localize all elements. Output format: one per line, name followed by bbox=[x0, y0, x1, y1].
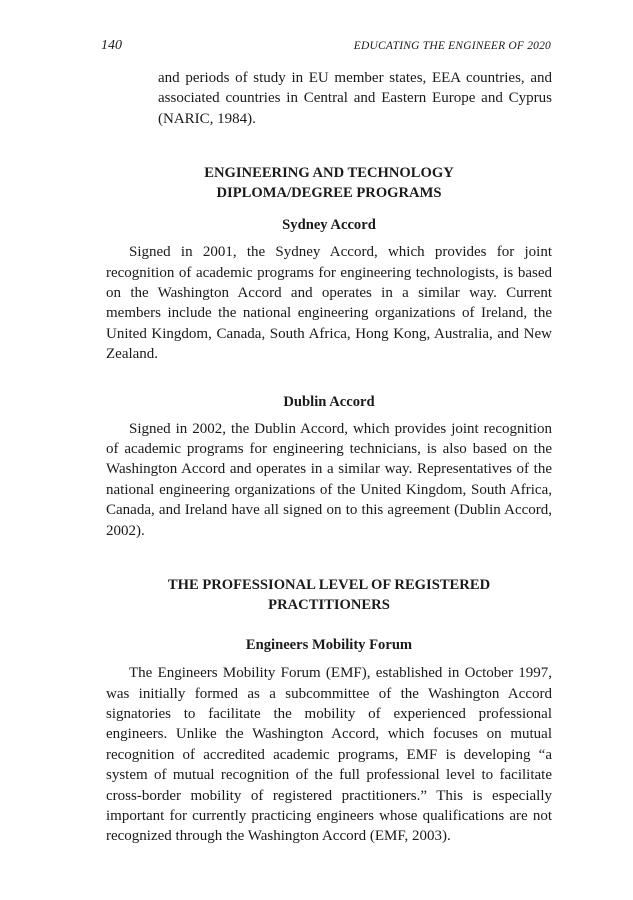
paragraph-engineers-mobility-forum: The Engineers Mobility Forum (EMF), established in October 1997, was initially formed as a subcommittee of the Washington Accord signatories to facilitate the mobility of experienced professional engineers. Unlike the Washington Accord, which focuses on mutual recognition of accredited academic programs, EMF is developing “a system of mutual recognition of the full professional level to facilitate cross-border mobility of registered practitioners.” This is especially important for currently practicing engineers whose qualifications are not recognized through the Washington Accord (EMF, 2003). bbox=[106, 665, 552, 845]
page-body bbox=[106, 68, 552, 847]
section-heading-line: DIPLOMA/DEGREE PROGRAMS bbox=[216, 185, 442, 202]
page-number: 140 bbox=[101, 38, 122, 53]
paragraph-sydney-accord: Signed in 2001, the Sydney Accord, which provides for joint recognition of academic programs for engineering technologists, is based on the Washington Accord and operates in a similar way. Current members include the national engineering organizations of Ireland, the United Kingdom, Canada, South Africa, Hong Kong, Australia, and New Zealand. bbox=[106, 244, 552, 363]
section-heading-line: ENGINEERING AND TECHNOLOGY bbox=[204, 165, 454, 182]
paragraph-dublin-accord: Signed in 2002, the Dublin Accord, which provides joint recognition of academic programs for engineering technicians, is also based on the Washington Accord and operates in a similar way. Representatives of the national engineering organizations of the United Kingdom, South Africa, Canada, and Ireland have all signed on to this agreement (Dublin Accord, 2002). bbox=[106, 420, 552, 539]
continuation-paragraph: and periods of study in EU member states, EEA countries, and associated countries in Central and Eastern Europe and Cyprus (NARIC, 1984). bbox=[158, 70, 552, 127]
section-engineering-technology bbox=[106, 163, 552, 541]
subsection-heading-sydney-accord: Sydney Accord bbox=[282, 217, 376, 234]
subsection-heading-engineers-mobility-forum: Engineers Mobility Forum bbox=[245, 637, 413, 654]
section-heading bbox=[106, 575, 552, 615]
section-professional-level bbox=[106, 575, 552, 847]
running-head: EDUCATING THE ENGINEER OF 2020 bbox=[353, 40, 551, 52]
section-heading-line: THE PROFESSIONAL LEVEL OF REGISTERED bbox=[167, 577, 491, 594]
section-heading-line: PRACTITIONERS bbox=[268, 597, 390, 614]
subsection-heading-dublin-accord: Dublin Accord bbox=[283, 393, 375, 410]
section-heading bbox=[106, 163, 552, 203]
